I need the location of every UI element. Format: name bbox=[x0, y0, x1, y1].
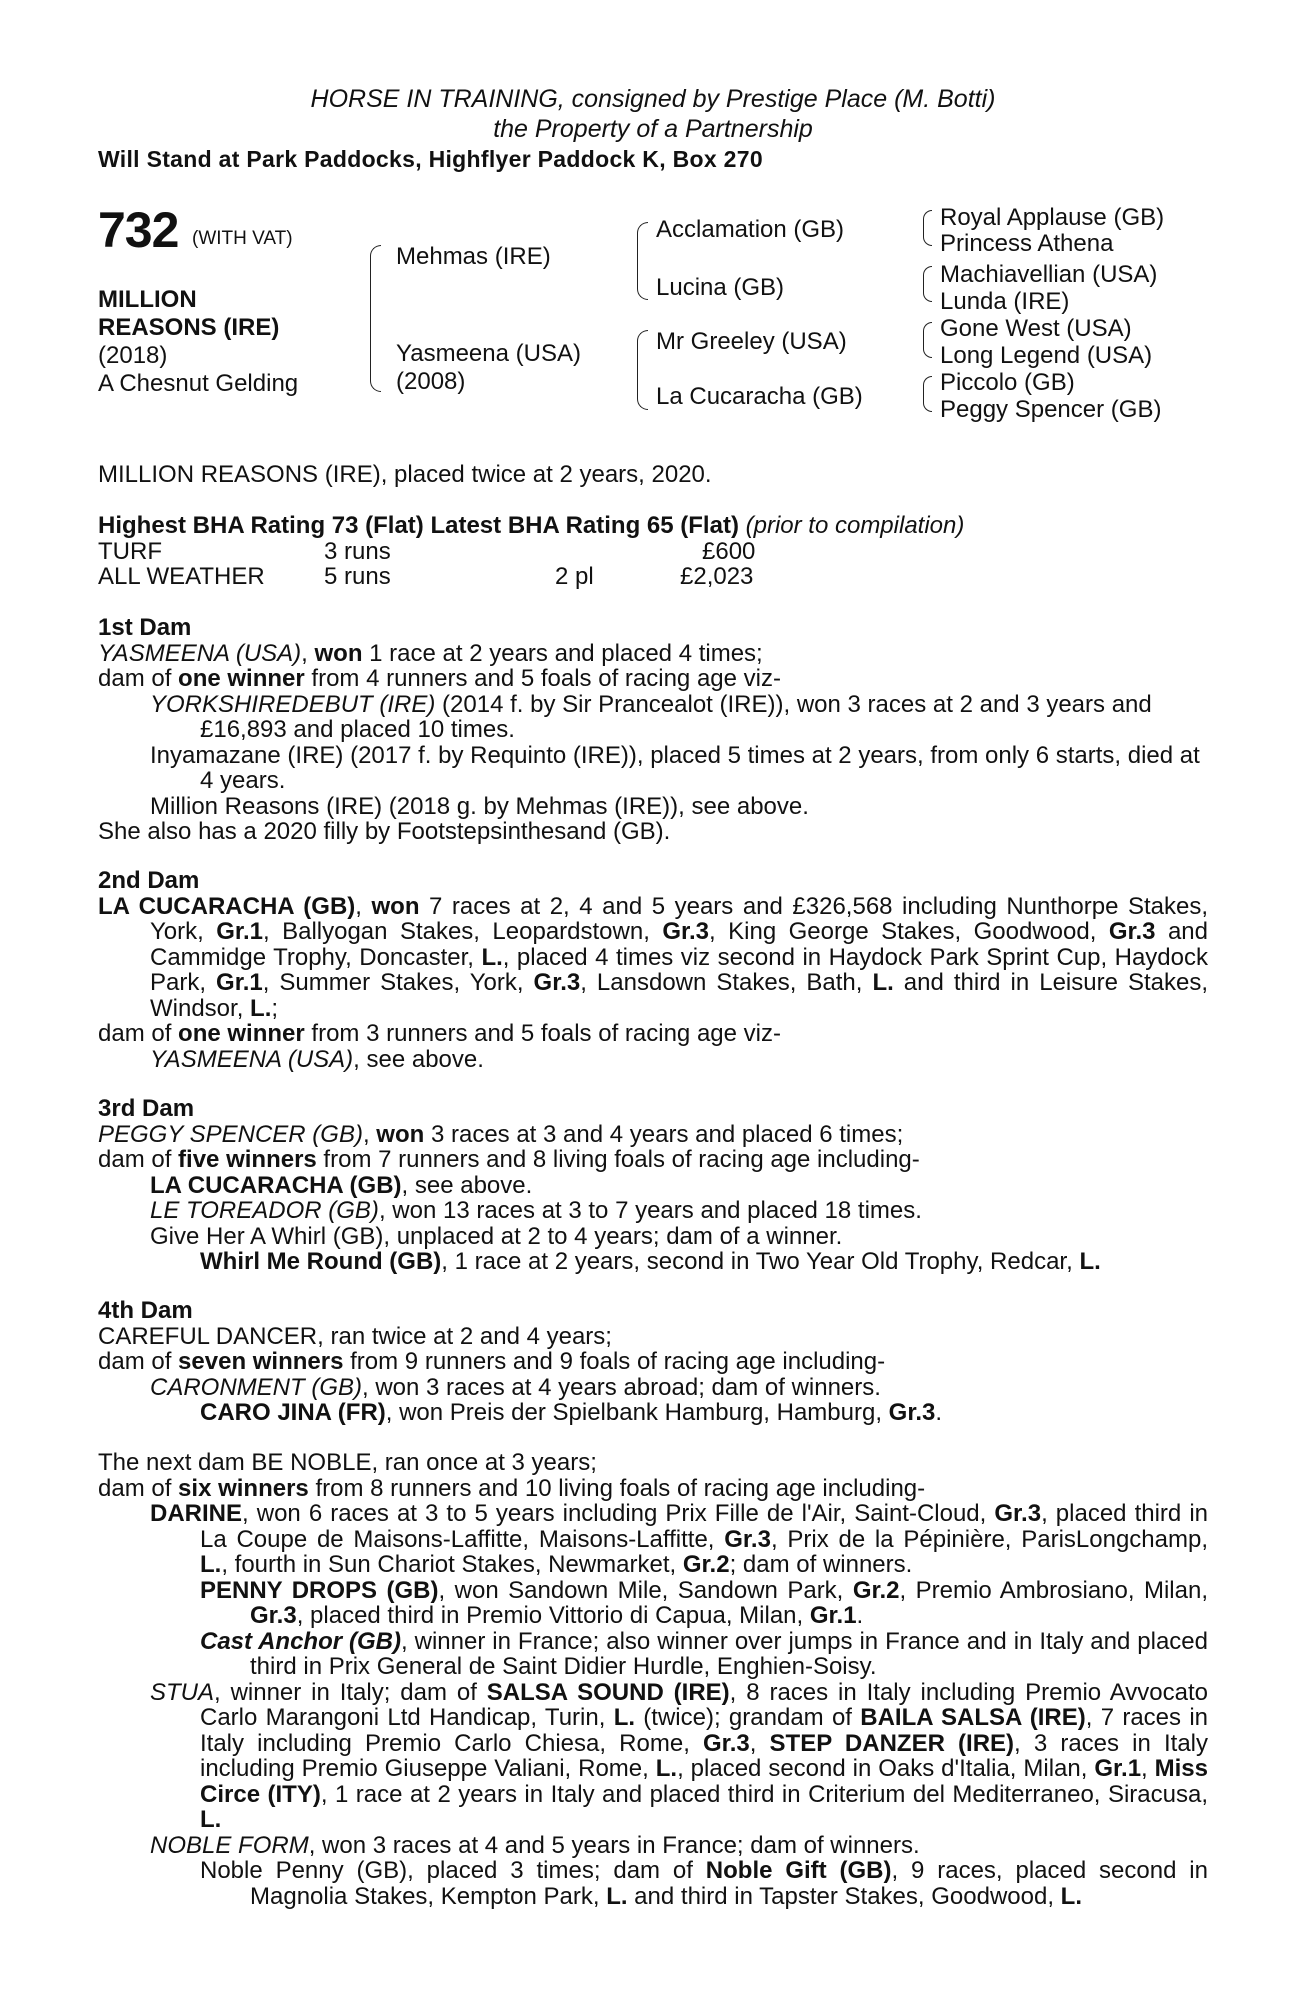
progeny-name: STUA bbox=[150, 1678, 215, 1706]
ratings-block bbox=[98, 513, 1208, 590]
grade: L. bbox=[872, 969, 894, 996]
grade: Gr.3 bbox=[994, 1500, 1042, 1527]
grade: Gr.3 bbox=[1108, 918, 1156, 945]
text: dam of bbox=[98, 665, 179, 692]
progeny-entry: Million Reasons (IRE) (2018 g. by Mehmas (IRE)), see above. bbox=[150, 792, 809, 820]
progeny-entry: Give Her A Whirl (GB), unplaced at 2 to 4 years; dam of a winner. bbox=[150, 1222, 843, 1250]
won-label: won bbox=[371, 892, 420, 920]
text: dam of bbox=[98, 1348, 179, 1375]
text: . bbox=[935, 1399, 943, 1426]
text: , placed third in Premio Vittorio di Capua, Milan, bbox=[296, 1602, 810, 1629]
progeny-name: DARINE bbox=[150, 1500, 243, 1527]
dam-name: PEGGY SPENCER (GB) bbox=[98, 1120, 363, 1148]
grandprogeny-name: CARO JINA (FR) bbox=[200, 1399, 386, 1426]
text: , placed 4 times viz second in Haydock Park Sprint Cup, Haydock Park, bbox=[150, 943, 1208, 996]
text: , placed second in Oaks d'Italia, Milan, bbox=[677, 1755, 1095, 1782]
text: , placed third in La Coupe de Maisons-Laffitte, Maisons-Laffitte, bbox=[200, 1500, 1208, 1553]
sire-dam-sire: Machiavellian (USA) bbox=[940, 261, 1158, 288]
grade: Gr.3 bbox=[662, 918, 710, 945]
grade: L. bbox=[250, 994, 272, 1022]
text: , 9 races, placed second in Magnolia Stakes, Kempton Park, bbox=[250, 1857, 1208, 1910]
ratings-prize: £600 bbox=[702, 537, 756, 565]
section-heading: 2nd Dam bbox=[98, 867, 200, 894]
grade: Gr.3 bbox=[703, 1729, 750, 1757]
won-label: won bbox=[314, 639, 363, 667]
text: , King George Stakes, Goodwood, bbox=[709, 918, 1109, 945]
vat-label: (WITH VAT) bbox=[192, 228, 293, 249]
next-dam-section bbox=[98, 1450, 1208, 1909]
section-heading: 1st Dam bbox=[98, 614, 192, 641]
grandprogeny-name: PENNY DROPS (GB) bbox=[200, 1576, 439, 1604]
grandprogeny-name: Whirl Me Round (GB) bbox=[200, 1248, 442, 1275]
winners-count: one winner bbox=[178, 1020, 305, 1047]
dam-line: The next dam BE NOBLE, ran once at 3 years; bbox=[98, 1449, 597, 1476]
text: , bbox=[749, 1729, 770, 1757]
ratings-surface: TURF bbox=[98, 537, 162, 565]
text: from 7 runners and 8 living foals of racing age including- bbox=[316, 1146, 920, 1173]
grade: L. bbox=[481, 943, 503, 971]
grandprogeny-name: Miss Circe (ITY) bbox=[200, 1755, 1208, 1808]
winners-count: one winner bbox=[178, 665, 305, 692]
brace-dam-parents bbox=[637, 330, 648, 410]
text: and Cammidge Trophy, Doncaster, bbox=[150, 918, 1209, 971]
text: , won Preis der Spielbank Hamburg, Hamburg, bbox=[385, 1399, 889, 1426]
grade: Gr.1 bbox=[809, 1602, 857, 1629]
progeny-note: She also has a 2020 filly by Footstepsinthesand (GB). bbox=[98, 818, 671, 845]
text: , see above. bbox=[401, 1171, 533, 1199]
lot-number: 732 bbox=[98, 202, 179, 258]
won-label: won bbox=[376, 1120, 425, 1148]
progeny-name: LA CUCARACHA (GB) bbox=[150, 1171, 402, 1199]
text: 3 races at 3 and 4 years and placed 6 times; bbox=[424, 1120, 904, 1148]
progeny-name: YASMEENA (USA) bbox=[150, 1045, 354, 1073]
second-dam-section bbox=[98, 868, 1208, 1072]
text: , Ballyogan Stakes, Leopardstown, bbox=[262, 918, 663, 945]
grade: Gr.3 bbox=[724, 1525, 771, 1553]
horse-description: A Chesnut Gelding bbox=[98, 370, 299, 397]
dam: Yasmeena (USA) bbox=[396, 340, 581, 367]
text: , 7 races in Italy including Premio Carlo Chiesa, Rome, bbox=[200, 1704, 1208, 1757]
brace-sire-parents bbox=[637, 222, 648, 300]
text: , 8 races in Italy including Premio Avvocato Carlo Marangoni Ltd Handicap, Turin, bbox=[200, 1678, 1208, 1731]
grade: Gr.1 bbox=[216, 969, 263, 996]
brace-ss bbox=[923, 210, 932, 246]
grandprogeny-name: Noble Gift (GB) bbox=[705, 1857, 892, 1884]
text: , won Sandown Mile, Sandown Park, bbox=[438, 1576, 853, 1604]
ratings-note: (prior to compilation) bbox=[745, 512, 965, 539]
text: and third in Leisure Stakes, Windsor, bbox=[150, 969, 1208, 1022]
grade: L. bbox=[613, 1704, 636, 1731]
brace-sire-dam bbox=[370, 245, 381, 392]
property-line: the Property of a Partnership bbox=[493, 115, 813, 143]
stand-line: Will Stand at Park Paddocks, Highflyer Paddock K, Box 270 bbox=[98, 146, 763, 172]
text: , won 6 races at 3 to 5 years including Prix Fille de l'Air, Saint-Cloud, bbox=[242, 1500, 995, 1527]
grade: L. bbox=[200, 1551, 222, 1578]
section-heading: 4th Dam bbox=[98, 1297, 193, 1324]
text: dam of bbox=[98, 1474, 179, 1502]
ratings-placed: 2 pl bbox=[555, 563, 594, 590]
fourth-dam-section bbox=[98, 1298, 1208, 1426]
horse-name-line2: REASONS (IRE) bbox=[98, 314, 280, 341]
sire: Mehmas (IRE) bbox=[396, 243, 551, 270]
dam-year: (2008) bbox=[396, 368, 466, 395]
progeny-name: NOBLE FORM bbox=[150, 1831, 309, 1859]
ratings-prize: £2,023 bbox=[680, 563, 754, 590]
text: (twice); grandam of bbox=[635, 1704, 861, 1731]
grade: Gr.2 bbox=[682, 1551, 730, 1578]
text: , won 3 races at 4 years abroad; dam of winners. bbox=[362, 1373, 881, 1401]
sire-sire-sire: Royal Applause (GB) bbox=[940, 204, 1165, 231]
brace-ds bbox=[923, 322, 932, 358]
text: , bbox=[362, 1120, 377, 1148]
winners-count: six winners bbox=[178, 1474, 309, 1502]
grandprogeny-name: STEP DANZER (IRE) bbox=[769, 1729, 1015, 1757]
text: , Lansdown Stakes, Bath, bbox=[580, 969, 873, 996]
progeny-entry: Inyamazane (IRE) (2017 f. by Requinto (IRE)), placed 5 times at 2 years, from only 6 starts, died at 4 years. bbox=[150, 741, 1200, 794]
text: from 8 runners and 10 living foals of racing age including- bbox=[308, 1474, 926, 1502]
dam-dam-sire: Piccolo (GB) bbox=[940, 369, 1075, 396]
horse-name-line1: MILLION bbox=[98, 286, 197, 313]
first-dam-section bbox=[98, 615, 1208, 845]
horse-name bbox=[98, 286, 279, 342]
grade: L. bbox=[655, 1755, 678, 1782]
text: Noble Penny (GB), placed 3 times; dam of bbox=[200, 1857, 706, 1884]
dam-line: CAREFUL DANCER, ran twice at 2 and 4 years; bbox=[98, 1322, 612, 1350]
text: , won 3 races at 4 and 5 years in France; dam of winners. bbox=[308, 1831, 920, 1859]
sire-dam: Lucina (GB) bbox=[656, 274, 785, 301]
progeny-name: CARONMENT (GB) bbox=[150, 1373, 362, 1401]
text: , winner in Italy; dam of bbox=[214, 1678, 487, 1706]
text: , bbox=[301, 639, 315, 667]
text: from 3 runners and 5 foals of racing age viz- bbox=[304, 1020, 781, 1047]
winners-count: seven winners bbox=[178, 1348, 344, 1375]
text: , 3 races in Italy including Premio Giuseppe Valiani, Rome, bbox=[200, 1729, 1208, 1782]
grade: L. bbox=[1060, 1882, 1082, 1910]
brace-dd bbox=[923, 376, 932, 412]
grade: Gr.3 bbox=[888, 1399, 936, 1426]
progeny-name: LE TOREADOR (GB) bbox=[150, 1197, 379, 1224]
text: , 1 race at 2 years in Italy and placed third in Criterium del Mediterraneo, Siracusa, bbox=[320, 1780, 1208, 1808]
text: , bbox=[355, 892, 372, 920]
grandprogeny-name: SALSA SOUND (IRE) bbox=[486, 1678, 730, 1706]
text: from 4 runners and 5 foals of racing age viz- bbox=[304, 665, 781, 692]
grade: Gr.1 bbox=[216, 918, 263, 945]
dam-name: YASMEENA (USA) bbox=[98, 639, 302, 667]
progeny-name: YORKSHIREDEBUT (IRE) bbox=[150, 690, 436, 718]
text: ; bbox=[271, 994, 279, 1022]
text: , Premio Ambrosiano, Milan, bbox=[899, 1576, 1209, 1604]
sire-dam-dam: Lunda (IRE) bbox=[940, 288, 1070, 315]
text: , 1 race at 2 years, second in Two Year Old Trophy, Redcar, bbox=[441, 1248, 1080, 1275]
grade: L. bbox=[606, 1882, 628, 1910]
text: ; dam of winners. bbox=[729, 1551, 913, 1578]
grade: L. bbox=[1079, 1248, 1101, 1275]
text: dam of bbox=[98, 1146, 179, 1173]
text: (2014 f. by Sir Prancealot (IRE)), won 3 races at 2 and 3 years and £16,893 and placed 10 times. bbox=[200, 690, 1152, 743]
brace-sd bbox=[923, 266, 932, 302]
text: from 9 runners and 9 foals of racing age including- bbox=[343, 1348, 886, 1375]
dam-sire-sire: Gone West (USA) bbox=[940, 315, 1132, 342]
ratings-row-aw bbox=[98, 564, 1208, 590]
ratings-title: Highest BHA Rating 73 (Flat) Latest BHA Rating 65 (Flat) bbox=[98, 512, 739, 539]
sire-sire-dam: Princess Athena bbox=[940, 230, 1114, 257]
ratings-runs: 3 runs bbox=[324, 537, 391, 565]
section-heading: 3rd Dam bbox=[98, 1095, 195, 1122]
dam-sire-dam: Long Legend (USA) bbox=[940, 342, 1153, 369]
text: , Summer Stakes, York, bbox=[262, 969, 534, 996]
text: , fourth in Sun Chariot Stakes, Newmarket, bbox=[221, 1551, 683, 1578]
grade: Gr.2 bbox=[852, 1576, 900, 1604]
dam-dam: La Cucaracha (GB) bbox=[656, 383, 863, 410]
dam-name: LA CUCARACHA (GB) bbox=[98, 892, 356, 920]
grade: Gr.1 bbox=[1094, 1755, 1142, 1782]
dam-sire: Mr Greeley (USA) bbox=[656, 328, 847, 355]
text: dam of bbox=[98, 1020, 179, 1047]
winners-count: five winners bbox=[178, 1146, 317, 1173]
grade: Gr.3 bbox=[250, 1602, 297, 1629]
grade: Gr.3 bbox=[533, 969, 581, 996]
ratings-surface: ALL WEATHER bbox=[98, 563, 265, 590]
grandprogeny-name: Cast Anchor (GB) bbox=[200, 1627, 402, 1655]
ratings-runs: 5 runs bbox=[324, 563, 391, 590]
summary-line: MILLION REASONS (IRE), placed twice at 2 years, 2020. bbox=[98, 461, 712, 488]
horse-year: (2018) bbox=[98, 342, 168, 369]
sire-sire: Acclamation (GB) bbox=[656, 216, 845, 243]
text: , winner in France; also winner over jumps in France and in Italy and placed third in Prix General de Saint Didier Hurdle, Enghien-Soisy. bbox=[250, 1627, 1208, 1680]
ratings-row-turf bbox=[98, 539, 1208, 565]
text: , Prix de la Pépinière, ParisLongchamp, bbox=[770, 1525, 1208, 1553]
grandprogeny-name: BAILA SALSA (IRE) bbox=[860, 1704, 1086, 1731]
text: , see above. bbox=[353, 1045, 484, 1073]
text: , bbox=[1141, 1755, 1155, 1782]
text: , won 13 races at 3 to 7 years and placed 18 times. bbox=[378, 1197, 922, 1224]
consignor-line: HORSE IN TRAINING, consigned by Prestige Place (M. Botti) bbox=[310, 85, 996, 113]
third-dam-section bbox=[98, 1096, 1208, 1275]
text: 7 races at 2, 4 and 5 years and £326,568 including Nunthorpe Stakes, York, bbox=[150, 892, 1208, 945]
text: . bbox=[856, 1602, 864, 1629]
text: 1 race at 2 years and placed 4 times; bbox=[362, 639, 763, 667]
grade: L. bbox=[200, 1806, 222, 1833]
dam-dam-dam: Peggy Spencer (GB) bbox=[940, 396, 1162, 423]
text: and third in Tapster Stakes, Goodwood, bbox=[627, 1882, 1061, 1910]
